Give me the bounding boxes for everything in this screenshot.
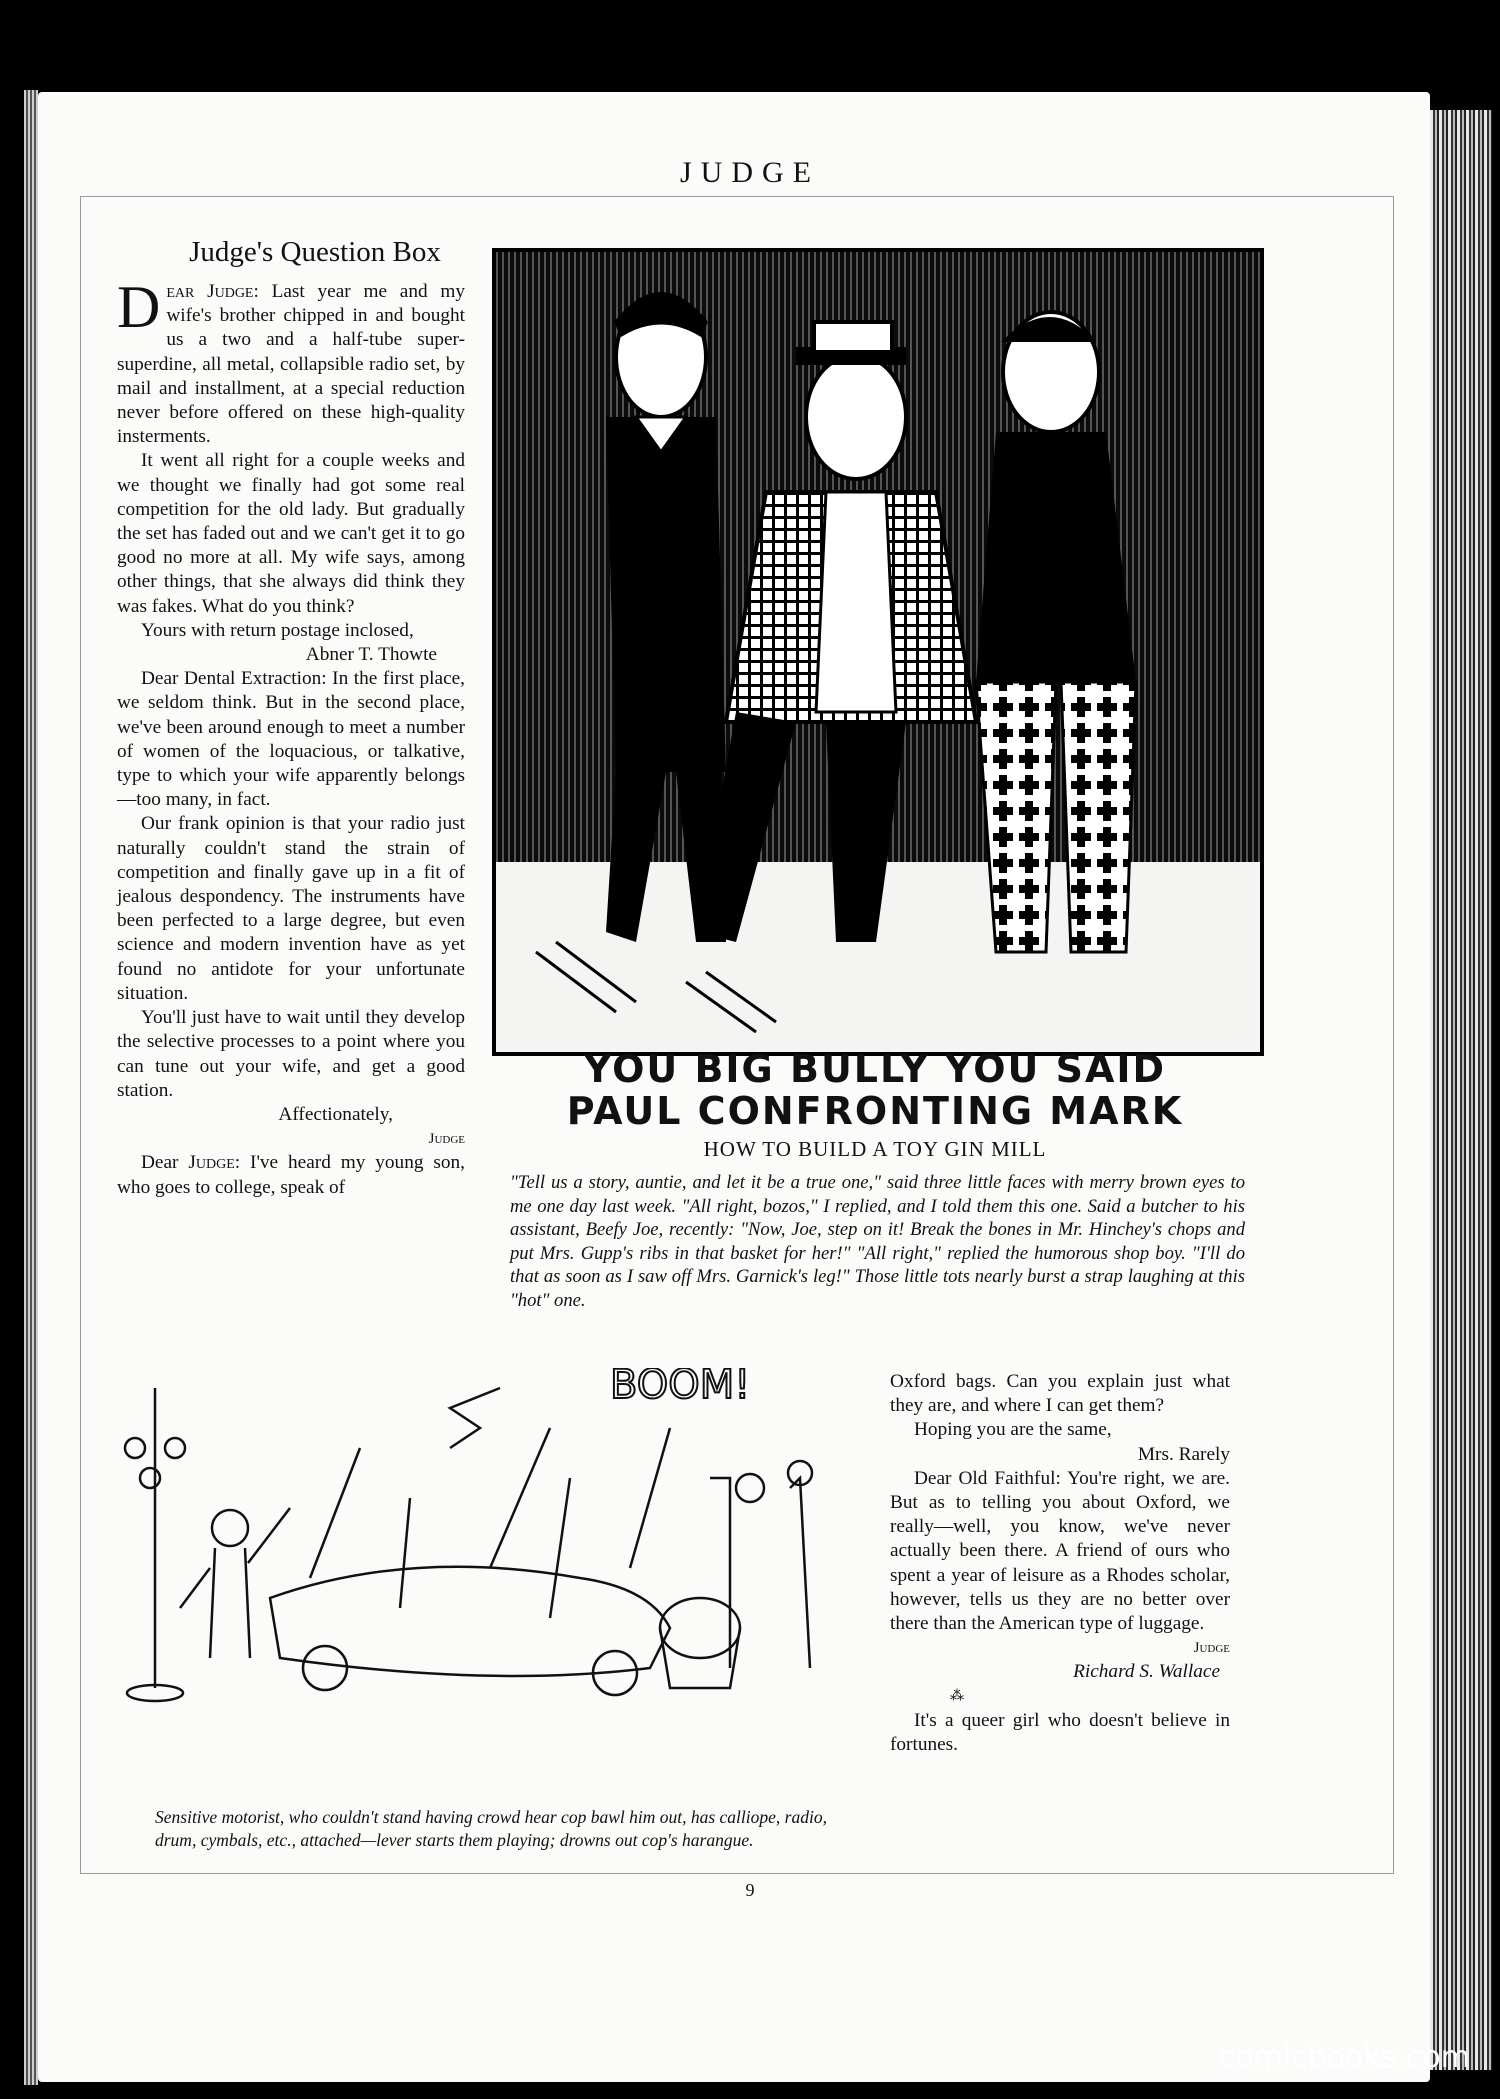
letter2-signature: Mrs. Rarely — [1137, 1443, 1230, 1465]
page-number: 9 — [745, 1880, 755, 1900]
reply1-signature: Judge — [428, 1131, 465, 1148]
letter1-paragraph: Dear Judge: Last year me and my wife's brother chipped in and bought us a two and a half-tube super-superdine, all metal, collapsible radio set, by mail and installment, at a special reduction never before offered on these high-quality insterments. — [117, 274, 465, 448]
joke: It's a queer girl who doesn't believe in fortunes. — [890, 1709, 1230, 1756]
reply1-closing: Affectionately, — [278, 1103, 393, 1125]
letter2-paragraph: Dear Judge: I've heard my young son, who goes to college, speak of — [117, 1152, 465, 1198]
reply2-paragraph: Dear Old Faithful: You're right, we are. But as to telling you about Oxford, we really—well, you know, we've never actually been there. A friend of ours who spent a year of leisure as a Rhodes scholar, however, tells us they are no better over there than the American type of luggage. — [890, 1467, 1230, 1635]
letter2-closing: Hoping you are the same, — [914, 1419, 1112, 1441]
byline: Richard S. Wallace — [1073, 1661, 1220, 1683]
salutation: ear Judge — [166, 281, 254, 302]
motorist-illustration — [110, 1368, 872, 1803]
letter1-paragraph2: It went all right for a couple weeks and we thought we finally had got some real competition for the old lady. But gradually the set has faded out and we can't get it to go good no more at all. My wife says, among other things, that she always did think they was fakes. What do you think? — [117, 450, 465, 617]
boom-text: BOOM! — [610, 1368, 751, 1408]
page-edge-left — [24, 90, 38, 2085]
reply2-signature: Judge — [1193, 1640, 1230, 1657]
cartoon-figures-illustration — [496, 252, 1260, 1052]
right-lower-column — [890, 1370, 1230, 1757]
page-edge-right — [1430, 110, 1492, 2070]
caption-line2: PAUL CONFRONTING MARK — [566, 1089, 1184, 1133]
separator: ⁂ — [950, 1688, 964, 1704]
drop-cap: D — [117, 274, 161, 340]
woodcut-cartoon — [492, 248, 1264, 1056]
gin-mill-text: "Tell us a story, auntie, and let it be a true one," said three little faces with merry brown eyes to me one day last week. "All right, bozos," I replied, and I told them this one. Said a butcher to his assistant, Beefy Joe, recently: "Now, Joe, step on it! Break the bones in Mr. Hinchey's chops and put Mrs. Gupp's ribs in that basket for her!" "All right," replied the humorous shop boy. "I'll do that as soon as I saw off Mrs. Garnick's leg!" Those little tots nearly burst a strap laughing at this "hot" one. — [510, 1172, 1245, 1311]
letter1-closing: Yours with return postage inclosed, — [141, 619, 414, 641]
question-box-title: Judge's Question Box — [189, 236, 441, 268]
reply1-paragraph3: You'll just have to wait until they develop the selective processes to a point where you can tune out your wife, and get a good station. — [117, 1007, 465, 1101]
reply1-paragraph2: Our frank opinion is that your radio just naturally couldn't stand the strain of competition and finally gave up in a fit of jealous despondency. The instruments have been perfected to a large degree, but even science and modern invention have as yet found no antidote for your unfortunate situation. — [117, 813, 465, 1004]
reply1-paragraph1: Dear Dental Extraction: In the first place, we seldom think. But in the second place, we've been around enough to meet a number of women of the loquacious, or talkative, type to which your wife apparently belongs—too many, in fact. — [117, 668, 465, 811]
gin-mill-title: HOW TO BUILD A TOY GIN MILL — [703, 1137, 1047, 1161]
cartoon1-caption — [495, 1048, 1255, 1132]
watermark: comicbooks.com — [1218, 2040, 1470, 2075]
left-column — [117, 274, 465, 1200]
caption-line1: YOU BIG BULLY YOU SAID — [583, 1047, 1167, 1091]
magazine-header: JUDGE — [680, 156, 820, 189]
letter1-signature: Abner T. Thowte — [305, 644, 437, 666]
motorist-cartoon — [110, 1368, 872, 1803]
letter2-continuation: Oxford bags. Can you explain just what they are, and where I can get them? — [890, 1371, 1230, 1417]
motorist-caption: Sensitive motorist, who couldn't stand having crowd hear cop bawl him out, has calliope, radio, drum, cymbals, etc., attached—lever starts them playing; drowns out cop's harangue. — [155, 1807, 827, 1850]
